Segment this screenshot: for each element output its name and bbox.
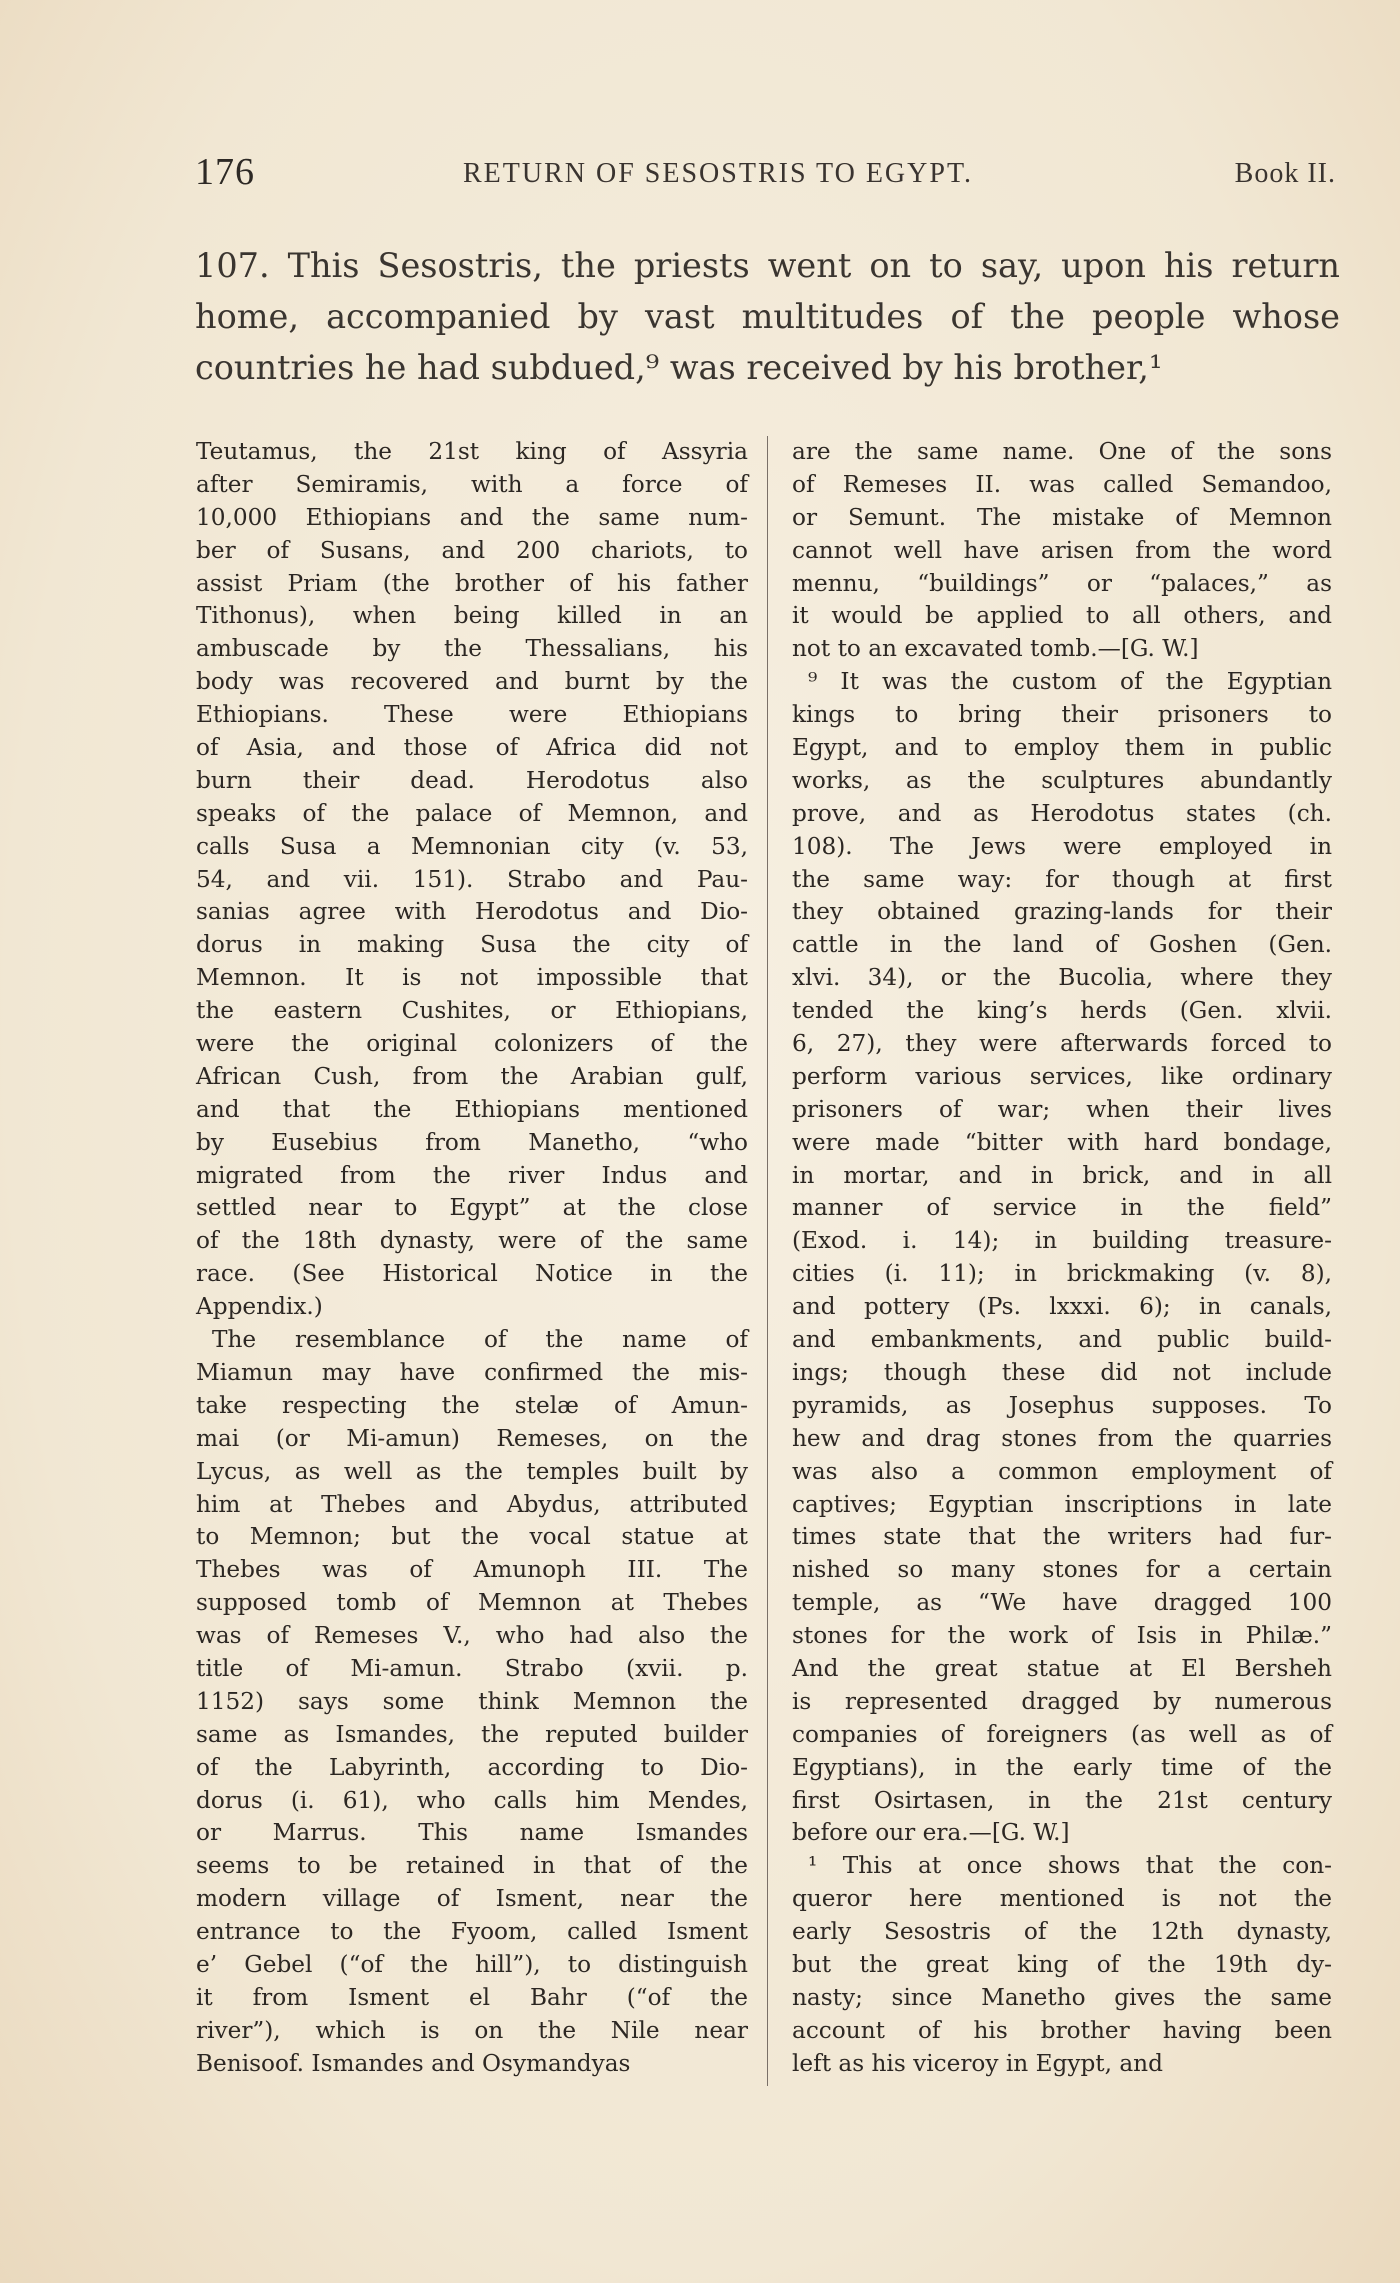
footnote-line: Benisoof. Ismandes and Osymandyas (196, 2049, 631, 2077)
footnote-line: of the 18th dynasty, were of the same (196, 1227, 748, 1255)
footnote-line: pyramids, as Josephus supposes. To (792, 1391, 1332, 1419)
footnote-line: Memnon. It is not impossible that (196, 964, 748, 992)
footnote-line: early Sesostris of the 12th dynasty, (792, 1918, 1332, 1946)
running-head (195, 150, 1340, 194)
footnote-line: of Asia, and those of Africa did not (196, 734, 748, 762)
footnote-line: it from Isment el Bahr (“of the (196, 1983, 748, 2011)
footnote-line: body was recovered and burnt by the (196, 668, 748, 696)
footnote-line: Ethiopians. These were Ethiopians (196, 701, 748, 729)
footnote-line: ⁹ It was the custom of the Egyptian (808, 668, 1332, 696)
footnote-line: and embankments, and public build- (792, 1326, 1332, 1354)
footnote-line: but the great king of the 19th dy- (792, 1950, 1332, 1978)
footnote-line: not to an excavated tomb.—[G. W.] (792, 635, 1199, 663)
footnote-line: African Cush, from the Arabian gulf, (196, 1062, 748, 1090)
footnote-line: speaks of the palace of Memnon, and (196, 799, 748, 827)
footnote-line: Egypt, and to employ them in public (792, 734, 1332, 762)
footnote-line: temple, as “We have dragged 100 (792, 1589, 1332, 1617)
footnote-line: mai (or Mi-amun) Remeses, on the (196, 1424, 748, 1452)
footnote-line: works, as the sculptures abundantly (792, 766, 1332, 794)
footnote-line: Thebes was of Amunoph III. The (196, 1556, 748, 1584)
footnote-line: title of Mi-amun. Strabo (xvii. p. (196, 1654, 748, 1682)
footnote-line: 6, 27), they were afterwards forced to (792, 1030, 1332, 1058)
footnote-line: kings to bring their prisoners to (792, 701, 1332, 729)
footnote-line: ber of Susans, and 200 chariots, to (196, 536, 748, 564)
footnote-line: queror here mentioned is not the (792, 1885, 1332, 1913)
footnote-line: take respecting the stelæ of Amun- (196, 1391, 748, 1419)
footnote-line: ¹ This at once shows that the con- (808, 1852, 1332, 1880)
footnote-line: by Eusebius from Manetho, “who (196, 1128, 748, 1156)
footnote-line: prove, and as Herodotus states (ch. (792, 799, 1332, 827)
footnote-line: 54, and vii. 151). Strabo and Pau- (196, 865, 748, 893)
footnote-line: settled near to Egypt” at the close (196, 1194, 748, 1222)
footnote-line: it would be applied to all others, and (792, 602, 1332, 630)
footnote-line: e’ Gebel (“of the hill”), to distinguish (196, 1950, 748, 1978)
footnote-line: cattle in the land of Goshen (Gen. (792, 931, 1332, 959)
column-divider (767, 436, 768, 2086)
footnotes-right-column (792, 436, 1332, 2081)
footnote-line: race. (See Historical Notice in the (196, 1260, 748, 1288)
footnote-line: ambuscade by the Thessalians, his (196, 635, 748, 663)
footnote-line: dorus (i. 61), who calls him Mendes, (196, 1786, 748, 1814)
footnote-line: assist Priam (the brother of his father (196, 569, 748, 597)
main-paragraph: 107. This Sesostris, the priests went on to say, upon his return home, accompanied by vast multitudes of the people whose countries he had subdued,⁹ was received by his brother,¹ (195, 246, 1340, 387)
footnote-line: the eastern Cushites, or Ethiopians, (196, 997, 748, 1025)
footnote-line: or Semunt. The mistake of Memnon (792, 503, 1332, 531)
footnote-line: tended the king’s herds (Gen. xlvii. (792, 997, 1332, 1025)
footnote-line: dorus in making Susa the city of (196, 931, 748, 959)
footnote-line: manner of service in the field” (792, 1194, 1332, 1222)
footnote-line: and that the Ethiopians mentioned (196, 1095, 748, 1123)
footnote-line: seems to be retained in that of the (196, 1852, 748, 1880)
footnote-line: in mortar, and in brick, and in all (792, 1161, 1332, 1189)
footnote-line: mennu, “buildings” or “palaces,” as (792, 569, 1332, 597)
footnote-line: Miamun may have confirmed the mis- (196, 1358, 748, 1386)
footnote-line: captives; Egyptian inscriptions in late (792, 1490, 1332, 1518)
footnote-line: Tithonus), when being killed in an (196, 602, 748, 630)
footnote-line: before our era.—[G. W.] (792, 1819, 1070, 1847)
footnote-line: first Osirtasen, in the 21st century (792, 1786, 1332, 1814)
footnote-line: of the Labyrinth, according to Dio- (196, 1753, 748, 1781)
footnote-line: The resemblance of the name of (212, 1326, 748, 1354)
footnote-line: river”), which is on the Nile near (196, 2016, 748, 2044)
footnote-line: times state that the writers had fur- (792, 1523, 1332, 1551)
footnote-line: are the same name. One of the sons (792, 438, 1332, 465)
footnote-line: they obtained grazing-lands for their (792, 898, 1332, 926)
footnote-line: was of Remeses V., who had also the (196, 1622, 748, 1650)
footnotes-left-column (196, 436, 748, 2081)
footnote-line: prisoners of war; when their lives (792, 1095, 1332, 1123)
footnote-line: supposed tomb of Memnon at Thebes (196, 1589, 748, 1617)
footnote-line: Egyptians), in the early time of the (792, 1753, 1332, 1781)
footnote-line: nished so many stones for a certain (792, 1556, 1332, 1584)
footnote-line: 10,000 Ethiopians and the same num- (196, 503, 748, 531)
book-label: Book II. (1234, 158, 1336, 189)
footnote-line: perform various services, like ordinary (792, 1062, 1332, 1090)
footnote-line: migrated from the river Indus and (196, 1161, 748, 1189)
footnote-line: entrance to the Fyoom, called Isment (196, 1918, 748, 1946)
footnote-line: nasty; since Manetho gives the same (792, 1983, 1332, 2011)
footnote-line: cities (i. 11); in brickmaking (v. 8), (792, 1260, 1332, 1288)
footnote-line: calls Susa a Memnonian city (v. 53, (196, 832, 748, 860)
footnote-line: to Memnon; but the vocal statue at (196, 1523, 748, 1551)
footnote-line: ings; though these did not include (792, 1358, 1332, 1386)
footnote-line: same as Ismandes, the reputed builder (196, 1720, 748, 1748)
footnote-line: Teutamus, the 21st king of Assyria (196, 438, 748, 465)
footnote-line: 1152) says some think Memnon the (196, 1687, 748, 1715)
chapter-title: RETURN OF SESOSTRIS TO EGYPT. (463, 158, 973, 189)
footnote-line: Lycus, as well as the temples built by (196, 1457, 748, 1485)
footnote-line: And the great statue at El Bersheh (792, 1654, 1332, 1682)
footnote-line: him at Thebes and Abydus, attributed (196, 1490, 748, 1518)
footnote-line: the same way: for though at first (792, 865, 1332, 893)
footnote-line: left as his viceroy in Egypt, and (792, 2049, 1163, 2077)
footnote-line: account of his brother having been (792, 2016, 1332, 2044)
footnote-line: Appendix.) (196, 1293, 323, 1321)
footnote-line: burn their dead. Herodotus also (196, 766, 748, 794)
footnote-line: modern village of Isment, near the (196, 1885, 748, 1913)
footnote-line: (Exod. i. 14); in building treasure- (792, 1227, 1332, 1255)
footnote-line: was also a common employment of (792, 1457, 1332, 1485)
footnote-line: stones for the work of Isis in Philæ.” (792, 1622, 1332, 1650)
footnote-line: companies of foreigners (as well as of (792, 1720, 1332, 1748)
footnote-line: were the original colonizers of the (196, 1030, 748, 1058)
footnote-line: of Remeses II. was called Semandoo, (792, 470, 1332, 498)
footnote-line: and pottery (Ps. lxxxi. 6); in canals, (792, 1293, 1332, 1321)
footnote-line: were made “bitter with hard bondage, (792, 1128, 1332, 1156)
page-number: 176 (195, 151, 255, 193)
footnote-line: xlvi. 34), or the Bucolia, where they (792, 964, 1332, 992)
footnote-line: is represented dragged by numerous (792, 1687, 1332, 1715)
footnote-line: after Semiramis, with a force of (196, 470, 748, 498)
footnote-line: cannot well have arisen from the word (792, 536, 1332, 564)
footnote-line: or Marrus. This name Ismandes (196, 1819, 748, 1847)
footnote-line: sanias agree with Herodotus and Dio- (196, 898, 748, 926)
footnote-line: hew and drag stones from the quarries (792, 1424, 1332, 1452)
footnote-line: 108). The Jews were employed in (792, 832, 1332, 860)
